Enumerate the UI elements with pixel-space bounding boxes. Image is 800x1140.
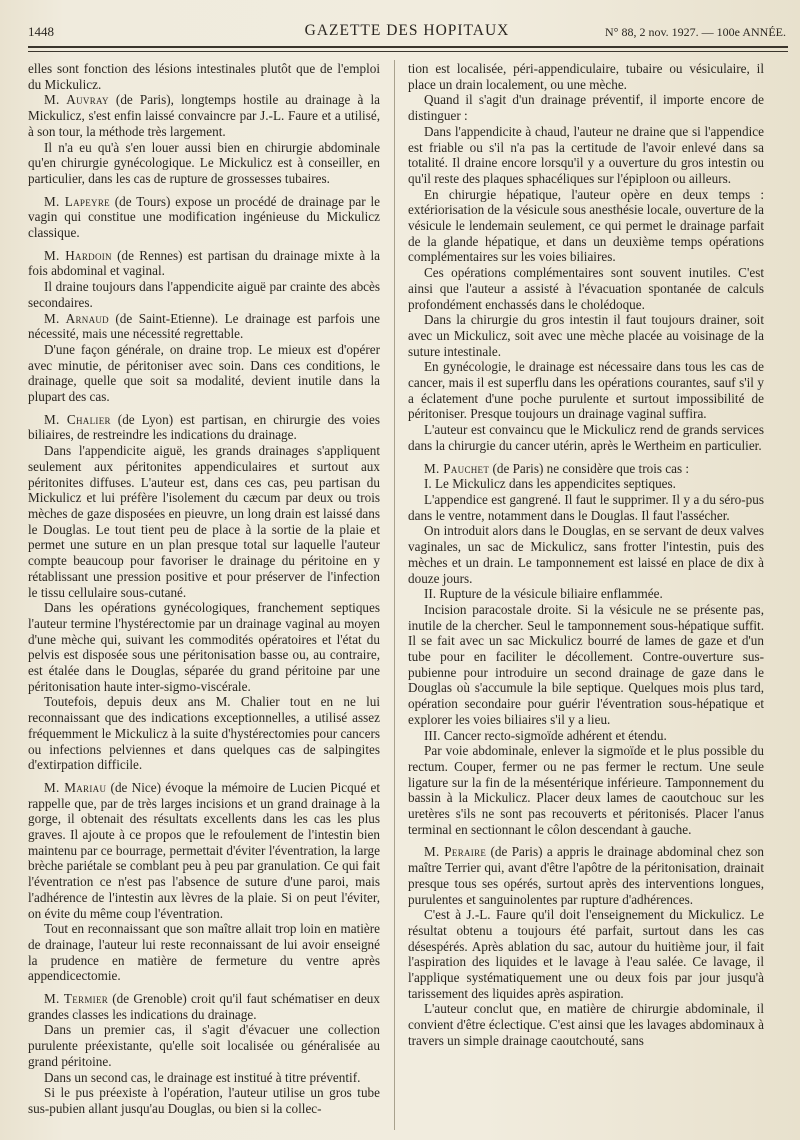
paragraph-text: Si le pus préexiste à l'opération, l'auteur utilise un gros tube sus-pubien allant jusqu'au Douglas, ou bien si la collec-: [28, 1085, 380, 1116]
paragraph: [28, 1022, 380, 1069]
author-name: M. Lapeyre: [44, 193, 110, 209]
paragraph-text: elles sont fonction des lésions intestinales plutôt que de l'emploi du Mickulicz.: [28, 61, 380, 92]
author-name: M. Hardoin: [44, 247, 112, 263]
paragraph: [408, 743, 764, 837]
paragraph: [28, 780, 380, 921]
paragraph: [28, 311, 380, 342]
paragraph: [28, 600, 380, 694]
page-header: [28, 22, 786, 44]
paragraph-text: (de Paris), longtemps hostile au drainage à la Mickulicz, s'est enfin laissé convaincre par J.-L. Faure et a utilisé, à son tour, la méthode très largement.: [28, 92, 380, 139]
paragraph: [408, 422, 764, 453]
paragraph: [28, 443, 380, 600]
paragraph-text: Dans les opérations gynécologiques, franchement septiques l'auteur termine l'hystérectomie par un drainage vaginal au moyen d'une mèche qui, suivant les commodités opératoires et l'état du pelvis est disposée sous une péritonisation basse ou, au contraire, est étalée dans le Douglas, séparée du grand péritoine par une péritonisation haute inter-sigmo-viscérale.: [28, 600, 380, 694]
paragraph-text: Dans l'appendicite aiguë, les grands drainages s'appliquent seulement aux péritonites appendiculaires et surtout aux péritonites diffuses. L'auteur est, dans ces cas, peu partisan du Mickulicz et lui préfère l'isolement du cæcum par deux ou trois mèches de gaze disposées en pieuvre, un long drain est laissé dans le Douglas. Le tout tient peu de place à la sortie de la plaie et permet une suture en un plan presque total sur laquelle l'auteur compte beaucoup pour favoriser le drainage du péritoine en y rétablissant une pression positive et pour préserver de l'infection le tissu cellulaire sous-cutané.: [28, 443, 380, 600]
paragraph: [408, 265, 764, 312]
author-name: M. Pauchet: [424, 460, 490, 476]
paragraph: [28, 1070, 380, 1086]
paragraph-text: En chirurgie hépatique, l'auteur opère en deux temps : extériorisation de la vésicule sous anesthésie locale, ouverture de la vésicule le lendemain seulement, ce qui permet le drainage parfait de la glande hépatique, et dans un deuxième temps opérations complémentaires sur les voies biliaires.: [408, 186, 764, 265]
paragraph: [28, 92, 380, 139]
header-rule-thick: [28, 46, 788, 48]
paragraph: [408, 92, 764, 123]
paragraph: [28, 61, 380, 92]
paragraph-text: On introduit alors dans le Douglas, en se servant de deux valves vaginales, un sac de Mickulicz, sans frotter l'intestin, puis des mèches et un drain. Le tamponnement est laissé en place de dix à douze jours.: [408, 523, 764, 586]
right-column: [408, 61, 764, 1049]
paragraph: [408, 61, 764, 92]
paragraph: [28, 991, 380, 1022]
paragraph-text: II. Rupture de la vésicule biliaire enflammée.: [424, 586, 663, 602]
paragraph: [28, 194, 380, 241]
paragraph-text: Dans l'appendicite à chaud, l'auteur ne draine que si l'appendice est friable ou s'il n'a pas la certitude de l'avoir enlevé dans sa totalité. Il draine encore lorsqu'il y a ouverture du gros intestin ou qu'il reste des plaques sphacéliques sur l'épiploon ou ailleurs.: [408, 123, 764, 186]
author-name: M. Chalier: [44, 411, 111, 427]
author-name: M. Arnaud: [44, 310, 109, 326]
paragraph-text: Dans un premier cas, il s'agit d'évacuer une collection purulente préexistante, qu'elle soit localisée ou généralisée au grand péritoine.: [28, 1022, 380, 1069]
issue-info: N° 88, 2 nov. 1927. — 100e ANNÉE.: [604, 25, 786, 39]
paragraph-text: Quand il s'agit d'un drainage préventif, il importe encore de distinguer :: [408, 92, 764, 124]
author-name: M. Termier: [44, 991, 109, 1007]
author-name: M. Peraire: [424, 844, 487, 860]
paragraph-text: Dans la chirurgie du gros intestin il faut toujours drainer, soit avec un Mickulicz, soit avec une mèche placée au voisinage de la suture intestinale.: [408, 312, 764, 359]
paragraph: [408, 844, 764, 907]
paragraph-text: tion est localisée, péri-appendiculaire, tubaire ou vésiculaire, il place un drain localement, ou une mèche.: [408, 61, 764, 92]
paragraph: [408, 728, 764, 744]
paragraph-text: (de Grenoble) croit qu'il faut schématiser en deux grandes classes les indications du drainage.: [28, 991, 380, 1022]
column-divider: [394, 60, 395, 1130]
paragraph-text: L'auteur conclut que, en matière de chirurgie abdominale, il convient d'être éclectique. C'est ainsi que les lavages abdominaux à travers un simple drainage caoutchouté, sans: [408, 1001, 764, 1048]
paragraph-text: (de Rennes) est partisan du drainage mixte à la fois abdominal et vaginal.: [28, 247, 381, 279]
paragraph: [408, 476, 764, 492]
paragraph: [408, 124, 764, 187]
paragraph: [28, 921, 380, 984]
paragraph-text: III. Cancer recto-sigmoïde adhérent et étendu.: [424, 727, 667, 743]
left-column: [28, 61, 380, 1117]
paragraph-text: (de Paris) ne considère que trois cas :: [489, 460, 690, 476]
paragraph: [28, 248, 380, 279]
paragraph-text: (de Lyon) est partisan, en chirurgie des voies biliaires, de restreindre les indications du drainage.: [28, 411, 380, 443]
paragraph: [408, 586, 764, 602]
paragraph: [408, 492, 764, 523]
paragraph: [408, 187, 764, 266]
paragraph-text: (de Saint-Etienne). Le drainage est parfois une nécessité, mais une nécessité regrettable.: [28, 310, 380, 342]
paragraph-text: En gynécologie, le drainage est nécessaire dans tous les cas de cancer, mais il est superflu dans les opérations courantes, sauf s'il y a éclatement d'une poche purulente et surtout impossibilité de péritoniser. Presque toujours un drainage vaginal suffira.: [408, 359, 764, 422]
header-rule-thin: [28, 51, 788, 52]
paragraph-text: C'est à J.-L. Faure qu'il doit l'enseignement du Mickulicz. Le résultat obtenu a toujours été parfait, surtout dans les cas désespérés. Après ablation du sac, autour du huitième jour, il fait l'aspiration des liquides et le lavage à l'eau salée. Ce lavage, il l'applique systématiquement une ou deux fois par jour jusqu'à tarissement des liquides après aspiration.: [408, 907, 764, 1001]
paragraph-text: Incision paracostale droite. Si la vésicule ne se présente pas, inutile de la chercher. Seul le tamponnement sous-hépatique suffit. Il se fait avec un sac Mickulicz bourré de lames de gaze et d'un tube pour en faciliter le décollement. Contre-ouverture sus-pubienne pour introduire un second drainage de gaze dans le Douglas où s'accumule la bile septique. Quelques mois plus tard, opération secondaire pour guérir l'éventration sous-hépatique et explorer les voies biliaires s'il y a lieu.: [408, 601, 764, 727]
paragraph: [28, 1085, 380, 1116]
paragraph: [28, 140, 380, 187]
paragraph: [408, 359, 764, 422]
paragraph: [28, 342, 380, 405]
paragraph-text: I. Le Mickulicz dans les appendicites septiques.: [424, 476, 676, 492]
paragraph: [408, 602, 764, 728]
paragraph: [408, 523, 764, 586]
author-name: M. Mariau: [44, 779, 107, 795]
paragraph-text: Toutefois, depuis deux ans M. Chalier tout en ne lui reconnaissant que des indications exceptionnelles, a utilisé assez fréquemment le Mickulicz à la suite d'hystérectomies pour cancers ou infections pelviennes et dans quelques cas de salpingites d'extirpation difficile.: [28, 694, 380, 773]
journal-title: GAZETTE DES HOPITAUX: [304, 22, 510, 39]
paragraph: [28, 412, 380, 443]
paragraph: [408, 312, 764, 359]
paragraph: [408, 907, 764, 1001]
paragraph-text: (de Paris) a appris le drainage abdominal chez son maître Terrier qui, avant d'être l'apôtre de la péritonisation, drainait presque tous ses opérés, surtout après des interventions longues, purulentes et sanguinolentes par rupture d'adhérences.: [408, 844, 764, 907]
paragraph-text: L'auteur est convaincu que le Mickulicz rend de grands services dans la chirurgie du cancer utérin, après le Wertheim en particulier.: [408, 422, 764, 453]
paragraph-text: (de Nice) évoque la mémoire de Lucien Picqué et rappelle que, par de très larges incisions et un grand drainage à la gorge, il obtenait des résultats excellents dans les cas les plus graves. Il ajoute à ce propos que le refoulement de l'intestin bien maintenu par ce bourrage, permettait d'éviter l'éventration, la large brèche pariétale se comblant peu à peu par granulation. Ce qui fait l'éventration ce n'est pas l'absence de suture d'une paroi, mais l'adhérence de l'intestin aux lèvres de la plaie. Si on peut l'éviter, on évite du même coup l'éventration.: [28, 779, 380, 921]
paragraph: [28, 694, 380, 773]
paragraph-text: L'appendice est gangrené. Il faut le supprimer. Il y a du séro-pus dans le ventre, notamment dans le Douglas. Il faut l'assécher.: [408, 491, 764, 523]
paragraph: [28, 279, 380, 310]
paragraph: [408, 1001, 764, 1048]
paragraph-text: Ces opérations complémentaires sont souvent inutiles. C'est ainsi que l'auteur a assisté à l'évacuation spontanée de calculs profondément enchassés dans le cholédoque.: [408, 265, 764, 312]
paragraph-text: Il draine toujours dans l'appendicite aiguë par crainte des abcès secondaires.: [28, 279, 380, 310]
page-number: 1448: [28, 24, 54, 39]
paragraph-text: (de Tours) expose un procédé de drainage par le vagin qui constitue une modification ingénieuse du Mickulicz classique.: [28, 193, 380, 241]
paragraph-text: Par voie abdominale, enlever la sigmoïde et le plus possible du rectum. Couper, fermer ou ne pas fermer le rectum. Une seule ligature sur la fin de la mésentérique inférieure. Tamponnement du bassin à la Mickulicz. Placer deux lames de caoutchouc sur les uretères s'ils ne sont pas recouverts et péritonisés. Placer l'anus terminal en sectionnant le côlon descendant à gauche.: [408, 743, 764, 837]
paragraph-text: Dans un second cas, le drainage est institué à titre préventif.: [44, 1069, 361, 1085]
author-name: M. Auvray: [44, 92, 109, 108]
paragraph-text: Il n'a eu qu'à s'en louer aussi bien en chirurgie abdominale qu'en chirurgie gynécologique. Le Mickulicz est à conseiller, en particulier, dans les cas de rupture de grossesses tubaires.: [28, 139, 380, 186]
paragraph-text: Tout en reconnaissant que son maître allait trop loin en matière de drainage, l'auteur lui reste reconnaissant de lui avoir enseigné la prudence en matière de fermeture du ventre après appendicectomie.: [28, 921, 380, 984]
paragraph: [408, 461, 764, 477]
paragraph-text: D'une façon générale, on draine trop. Le mieux est d'opérer avec minutie, de péritoniser avec soin. Dans ces conditions, le drainage, quelle que soit sa modalité, devient inutile dans la plupart des cas.: [28, 341, 380, 405]
